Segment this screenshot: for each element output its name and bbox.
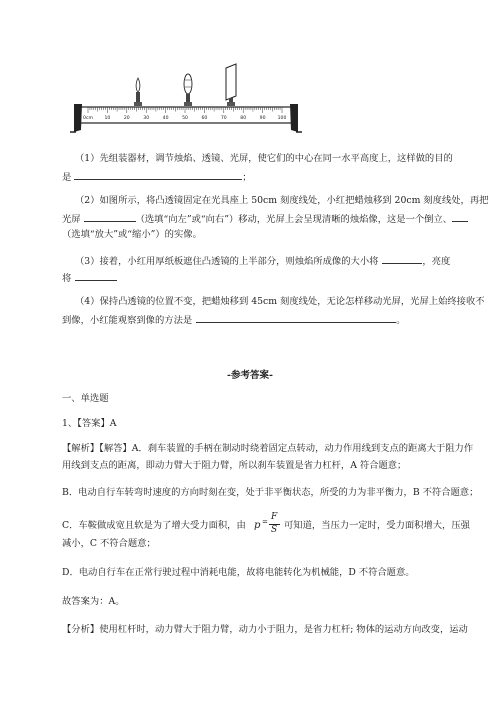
q2-text-b: （选填“向左”或“向右”）移动，光屏上会呈现清晰的烛焰像，这是一个倒立、 [135,214,453,225]
q2-line3 [62,229,202,241]
pressure-formula [254,512,284,538]
option-d-line: D．电动自行车在正常行驶过程中消耗电能，故将电能转化为机械能，D 不符合题意。 [62,567,415,578]
scale-label: 100 [277,116,287,121]
option-c-line1b: 可知道，当压力一定时，受力面积增大，压强 [284,520,470,531]
scale-label: 60 [201,116,208,121]
q2-text-c: （选填“放大”或“缩小”）的实像。 [62,229,202,240]
scale-label: 10 [104,116,111,121]
convex-lens [184,74,192,106]
q3-size-blank[interactable] [382,254,422,264]
formula-denominator: S [271,525,278,535]
formula-p: p [254,520,261,531]
q4-text: （4）保持凸透镜的位置不变，把蜡烛移到 45cm 刻度线处，无论怎样移动光屏，光屏上始终接收不 [75,296,485,307]
q2-line2 [62,212,468,226]
candle [134,78,142,106]
q3-line2 [62,271,117,285]
option-c-line1a: C．车鞍做成宽且软是为了增大受力面积，由 [62,520,246,531]
q3-text-c: 将 [62,273,72,284]
q4-text-b: 。 [396,315,406,326]
optical-bench-figure [70,60,310,140]
scale-label: 40 [162,116,169,121]
q4-line1 [75,296,485,308]
option-b-line: B．电动自行车转弯时速度的方向时刻在变，处于非平衡状态，所受的力为非平衡力，B 不符合题意； [62,487,479,498]
answers-title: -参考答案- [227,370,273,381]
q3-line1 [75,254,450,268]
option-c-line2: 减小，C 不符合题意； [62,538,156,549]
analysis-line2: 用线到支点的距离，即动力臂大于阻力臂，所以刹车装置是省力杠杆，A 符合题意； [62,460,407,471]
q1-line1 [75,153,453,165]
q1-prefix: 是 [62,172,72,183]
scale-label: 80 [240,116,247,121]
q2-direction-blank[interactable] [84,212,136,222]
q3-text-a: （3）接着，小红用厚纸板遮住凸透镜的上半部分，则烛焰所成像的大小将 [75,256,379,267]
scale-label: 30 [143,116,150,121]
bench-right-post [290,104,298,132]
scale-label: 0cm [83,116,93,121]
q1-suffix: ； [242,172,252,183]
section-heading: 一、单选题 [62,393,109,404]
analysis-summary: 【分析】使用杠杆时，动力臂大于阻力臂，动力小于阻力，是省力杠杆; 物体的运动方向改变，运动 [62,624,468,635]
scale-label: 50 [182,116,188,121]
bench-left-post [74,104,82,132]
scale-label: 90 [259,116,266,121]
q2-size-blank[interactable] [452,212,468,222]
q1-text: （1）先组装器材，调节烛焰、透镜、光屏，使它们的中心在同一水平高度上，这样做的目的 [75,153,453,164]
light-screen [226,64,236,106]
analysis-line1: 【解析】【解答】A．刹车装置的手柄在制动时绕着固定点转动，动力作用线到支点的距离大于阻力作 [62,443,474,454]
formula-equals: = [262,518,268,526]
scale-label: 20 [123,116,130,121]
q4-method-blank[interactable] [196,313,396,323]
q4-text-a: 到像，小红能观察到像的方法是 [62,315,193,326]
q4-line2 [62,313,405,327]
formula-numerator: F [271,512,278,522]
q2-line1 [75,195,488,207]
q1-answer-blank[interactable] [74,170,242,180]
q1-line2 [62,170,252,184]
q3-text-b: ，亮度 [422,256,451,267]
final-answer: 故答案为：A。 [62,596,125,607]
q2-text-a: 光屏 [62,214,81,225]
answer-item-1: 1、【答案】A [62,418,117,429]
scale-label: 70 [220,116,227,121]
q3-brightness-blank[interactable] [75,271,117,281]
q2-text: （2）如图所示，将凸透镜固定在光具座上 50cm 刻度线处，小红把蜡烛移到 20cm 刻度线处，再把 [75,195,489,206]
